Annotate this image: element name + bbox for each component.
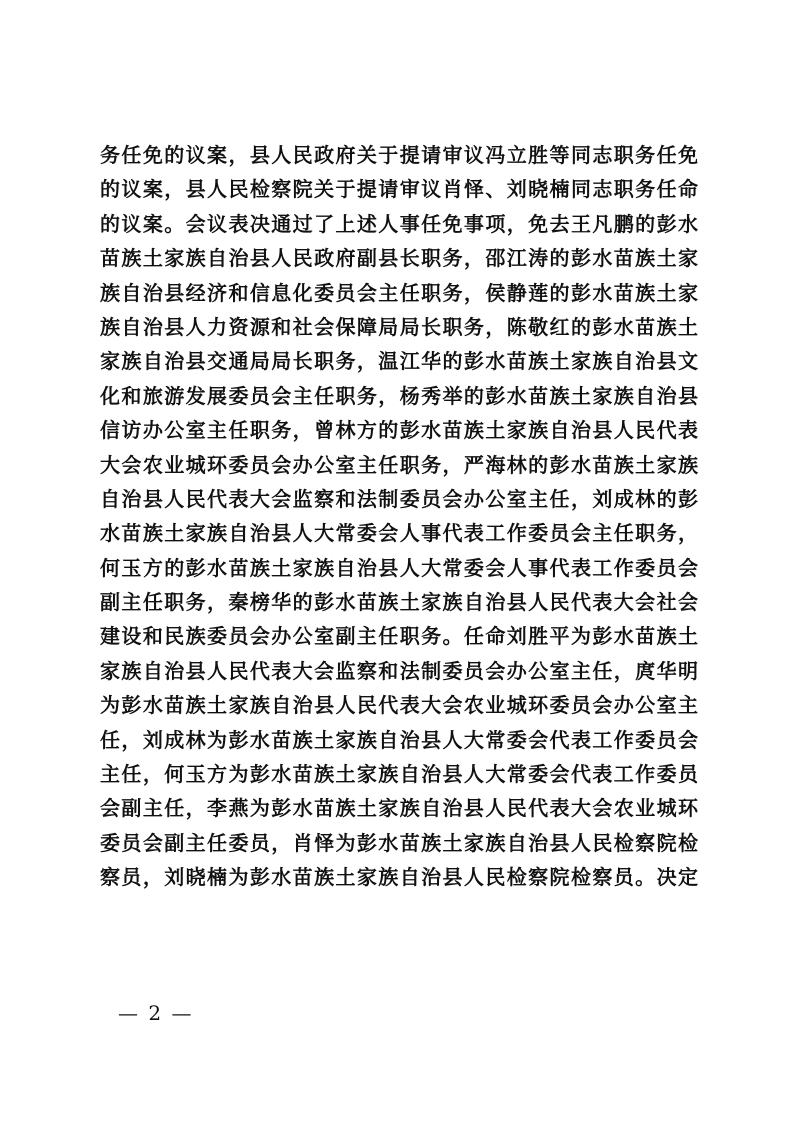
body-text <box>100 138 698 895</box>
text-line-2: 的议案，县人民检察院关于提请审议肖怿、刘晓楠同志职务任命 <box>100 177 698 202</box>
text-line-15: 建设和民族委员会办公室副主任职务。任命刘胜平为彭水苗族土 <box>100 624 698 649</box>
text-line-16: 家族自治县人民代表大会监察和法制委员会办公室主任，庹华明 <box>100 658 698 683</box>
text-line-11: 自治县人民代表大会监察和法制委员会办公室主任，刘成林的彭 <box>100 486 698 511</box>
text-line-10: 大会农业城环委员会办公室主任职务，严海林的彭水苗族土家族 <box>100 452 698 477</box>
text-line-4: 苗族土家族自治县人民政府副县长职务，邵江涛的彭水苗族土家 <box>100 246 698 271</box>
text-line-12: 水苗族土家族自治县人大常委会人事代表工作委员会主任职务， <box>100 521 698 546</box>
text-line-19: 主任，何玉方为彭水苗族土家族自治县人大常委会代表工作委员 <box>100 762 698 787</box>
text-line-13: 何玉方的彭水苗族土家族自治县人大常委会人事代表工作委员会 <box>100 555 698 580</box>
text-line-3: 的议案。会议表决通过了上述人事任免事项，免去王凡鹏的彭水 <box>100 211 698 236</box>
text-line-1: 务任免的议案，县人民政府关于提请审议冯立胜等同志职务任免 <box>100 143 698 167</box>
page-number: — 2 — <box>118 1001 194 1025</box>
text-line-7: 家族自治县交通局局长职务，温江华的彭水苗族土家族自治县文 <box>100 349 698 374</box>
text-line-5: 族自治县经济和信息化委员会主任职务，侯静莲的彭水苗族土家 <box>100 280 698 305</box>
text-line-17: 为彭水苗族土家族自治县人民代表大会农业城环委员会办公室主 <box>100 693 698 718</box>
text-line-8: 化和旅游发展委员会主任职务，杨秀举的彭水苗族土家族自治县 <box>100 383 698 408</box>
text-line-20: 会副主任，李燕为彭水苗族土家族自治县人民代表大会农业城环 <box>100 796 698 821</box>
text-line-6: 族自治县人力资源和社会保障局局长职务，陈敬红的彭水苗族土 <box>100 314 698 339</box>
text-line-21: 委员会副主任委员，肖怿为彭水苗族土家族自治县人民检察院检 <box>100 830 698 855</box>
text-line-18: 任，刘成林为彭水苗族土家族自治县人大常委会代表工作委员会 <box>100 727 698 752</box>
text-line-14: 副主任职务，秦榜华的彭水苗族土家族自治县人民代表大会社会 <box>100 590 698 615</box>
text-line-9: 信访办公室主任职务，曾林方的彭水苗族土家族自治县人民代表 <box>100 418 698 443</box>
text-line-22: 察员，刘晓楠为彭水苗族土家族自治县人民检察院检察员。决定 <box>100 865 698 890</box>
